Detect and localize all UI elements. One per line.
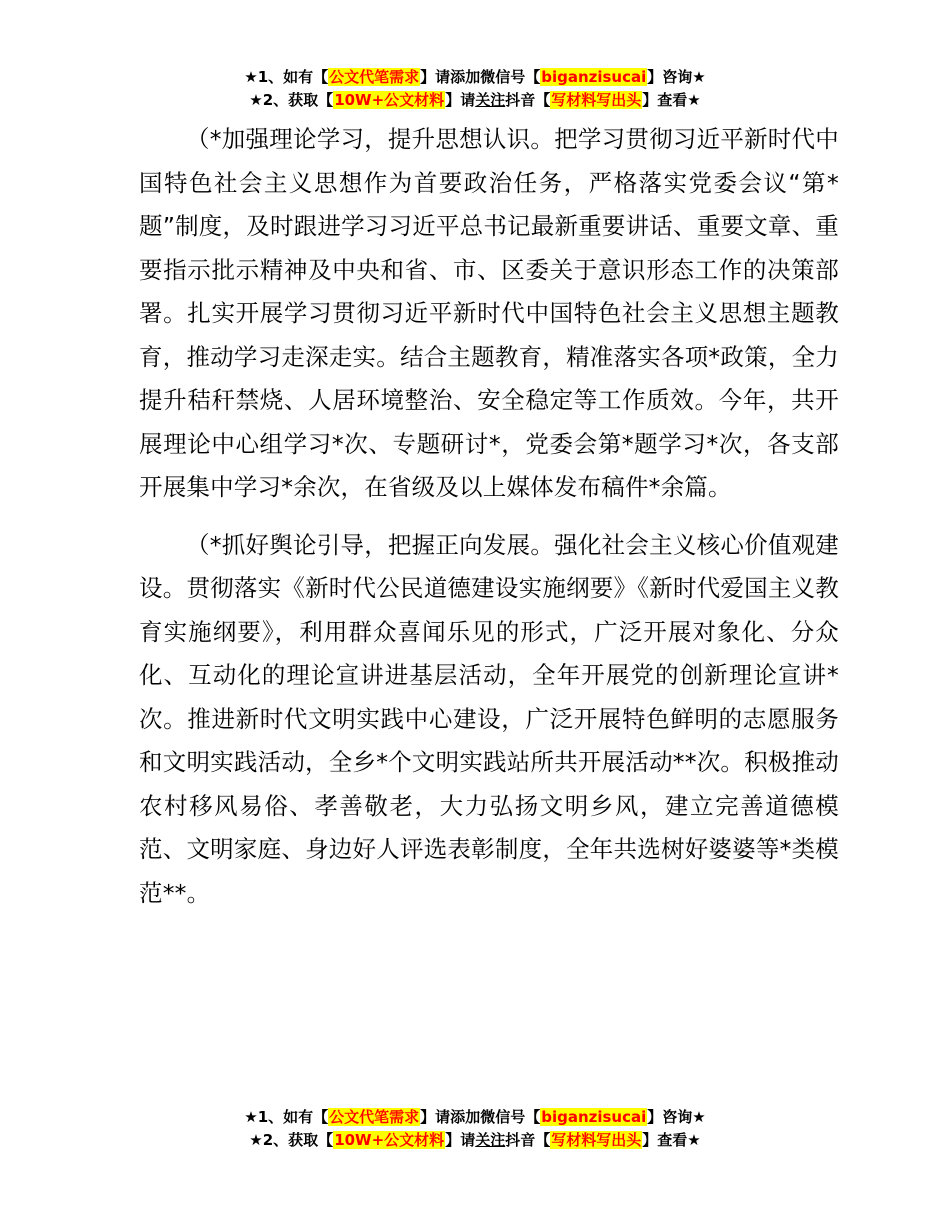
footer-2-mid2: 抖音【	[505, 1131, 551, 1149]
banner-1-mid1: 】请添	[420, 68, 466, 86]
banner-1-mid2: 微信号【	[480, 68, 541, 86]
wechat-id-highlight: biganzisucai	[541, 68, 647, 86]
footer-2-mid1: 】请	[445, 1131, 476, 1149]
banner-line-1	[0, 66, 950, 89]
douyin-account-highlight: 写材料写出头	[551, 91, 642, 109]
footer-1-mid1: 】请添	[420, 1108, 466, 1126]
footer-2-underlined: 关注	[475, 1131, 506, 1149]
footer-2-suffix: 】查看★	[642, 1131, 701, 1149]
banner-1-bold-word: 加	[465, 68, 481, 86]
banner-2-mid1: 】请	[445, 91, 476, 109]
footer-banner	[0, 1106, 950, 1152]
footer-2-prefix: ★2、获取【	[249, 1131, 334, 1149]
banner-line-2	[0, 89, 950, 112]
banner-2-suffix: 】查看★	[642, 91, 701, 109]
materials-highlight: 10W+公文材料	[334, 91, 445, 109]
footer-1-suffix: 】咨询★	[647, 1108, 706, 1126]
banner-2-mid2: 抖音【	[505, 91, 551, 109]
banner-1-suffix: 】咨询★	[647, 68, 706, 86]
document-body	[139, 118, 839, 929]
footer-1-mid2: 微信号【	[480, 1108, 541, 1126]
footer-douyin-account-highlight: 写材料写出头	[551, 1131, 642, 1149]
banner-2-prefix: ★2、获取【	[249, 91, 334, 109]
footer-banner-line-2	[0, 1129, 950, 1152]
ghostwriting-service-highlight: 公文代笔需求	[329, 68, 420, 86]
banner-1-prefix: ★1、如有【	[244, 68, 329, 86]
banner-2-underlined: 关注	[475, 91, 506, 109]
footer-banner-line-1	[0, 1106, 950, 1129]
footer-wechat-id-highlight: biganzisucai	[541, 1108, 647, 1126]
footer-1-bold-word: 加	[465, 1108, 481, 1126]
footer-ghostwriting-service-highlight: 公文代笔需求	[329, 1108, 420, 1126]
paragraph-theory-study: （*加强理论学习，提升思想认识。把学习贯彻习近平新时代中国特色社会主义思想作为首要政治任务，严格落实党委会议“第*题”制度，及时跟进学习习近平总书记最新重要讲话、重要文章、重要指示批示精神及中央和省、市、区委关于意识形态工作的决策部署。扎实开展学习贯彻习近平新时代中国特色社会主义思想主题教育，推动学习走深走实。结合主题教育，精准落实各项*政策，全力提升秸秆禁烧、人居环境整治、安全稳定等工作质效。今年，共开展理论中心组学习*次、专题研讨*，党委会第*题学习*次，各支部开展集中学习*余次，在省级及以上媒体发布稿件*余篇。	[139, 125, 839, 501]
header-banner	[0, 66, 950, 112]
paragraph-public-opinion: （*抓好舆论引导，把握正向发展。强化社会主义核心价值观建设。贯彻落实《新时代公民道德建设实施纲要》《新时代爱国主义教育实施纲要》，利用群众喜闻乐见的形式，广泛开展对象化、分众化、互动化的理论宣讲进基层活动，全年开展党的创新理论宣讲*次。推进新时代文明实践中心建设，广泛开展特色鲜明的志愿服务和文明实践活动，全乡*个文明实践站所共开展活动**次。积极推动农村移风易俗、孝善敬老，大力弘扬文明乡风，建立完善道德模范、文明家庭、身边好人评选表彰制度，全年共选树好婆婆等*类模范**。	[139, 530, 839, 907]
footer-1-prefix: ★1、如有【	[244, 1108, 329, 1126]
footer-materials-highlight: 10W+公文材料	[334, 1131, 445, 1149]
